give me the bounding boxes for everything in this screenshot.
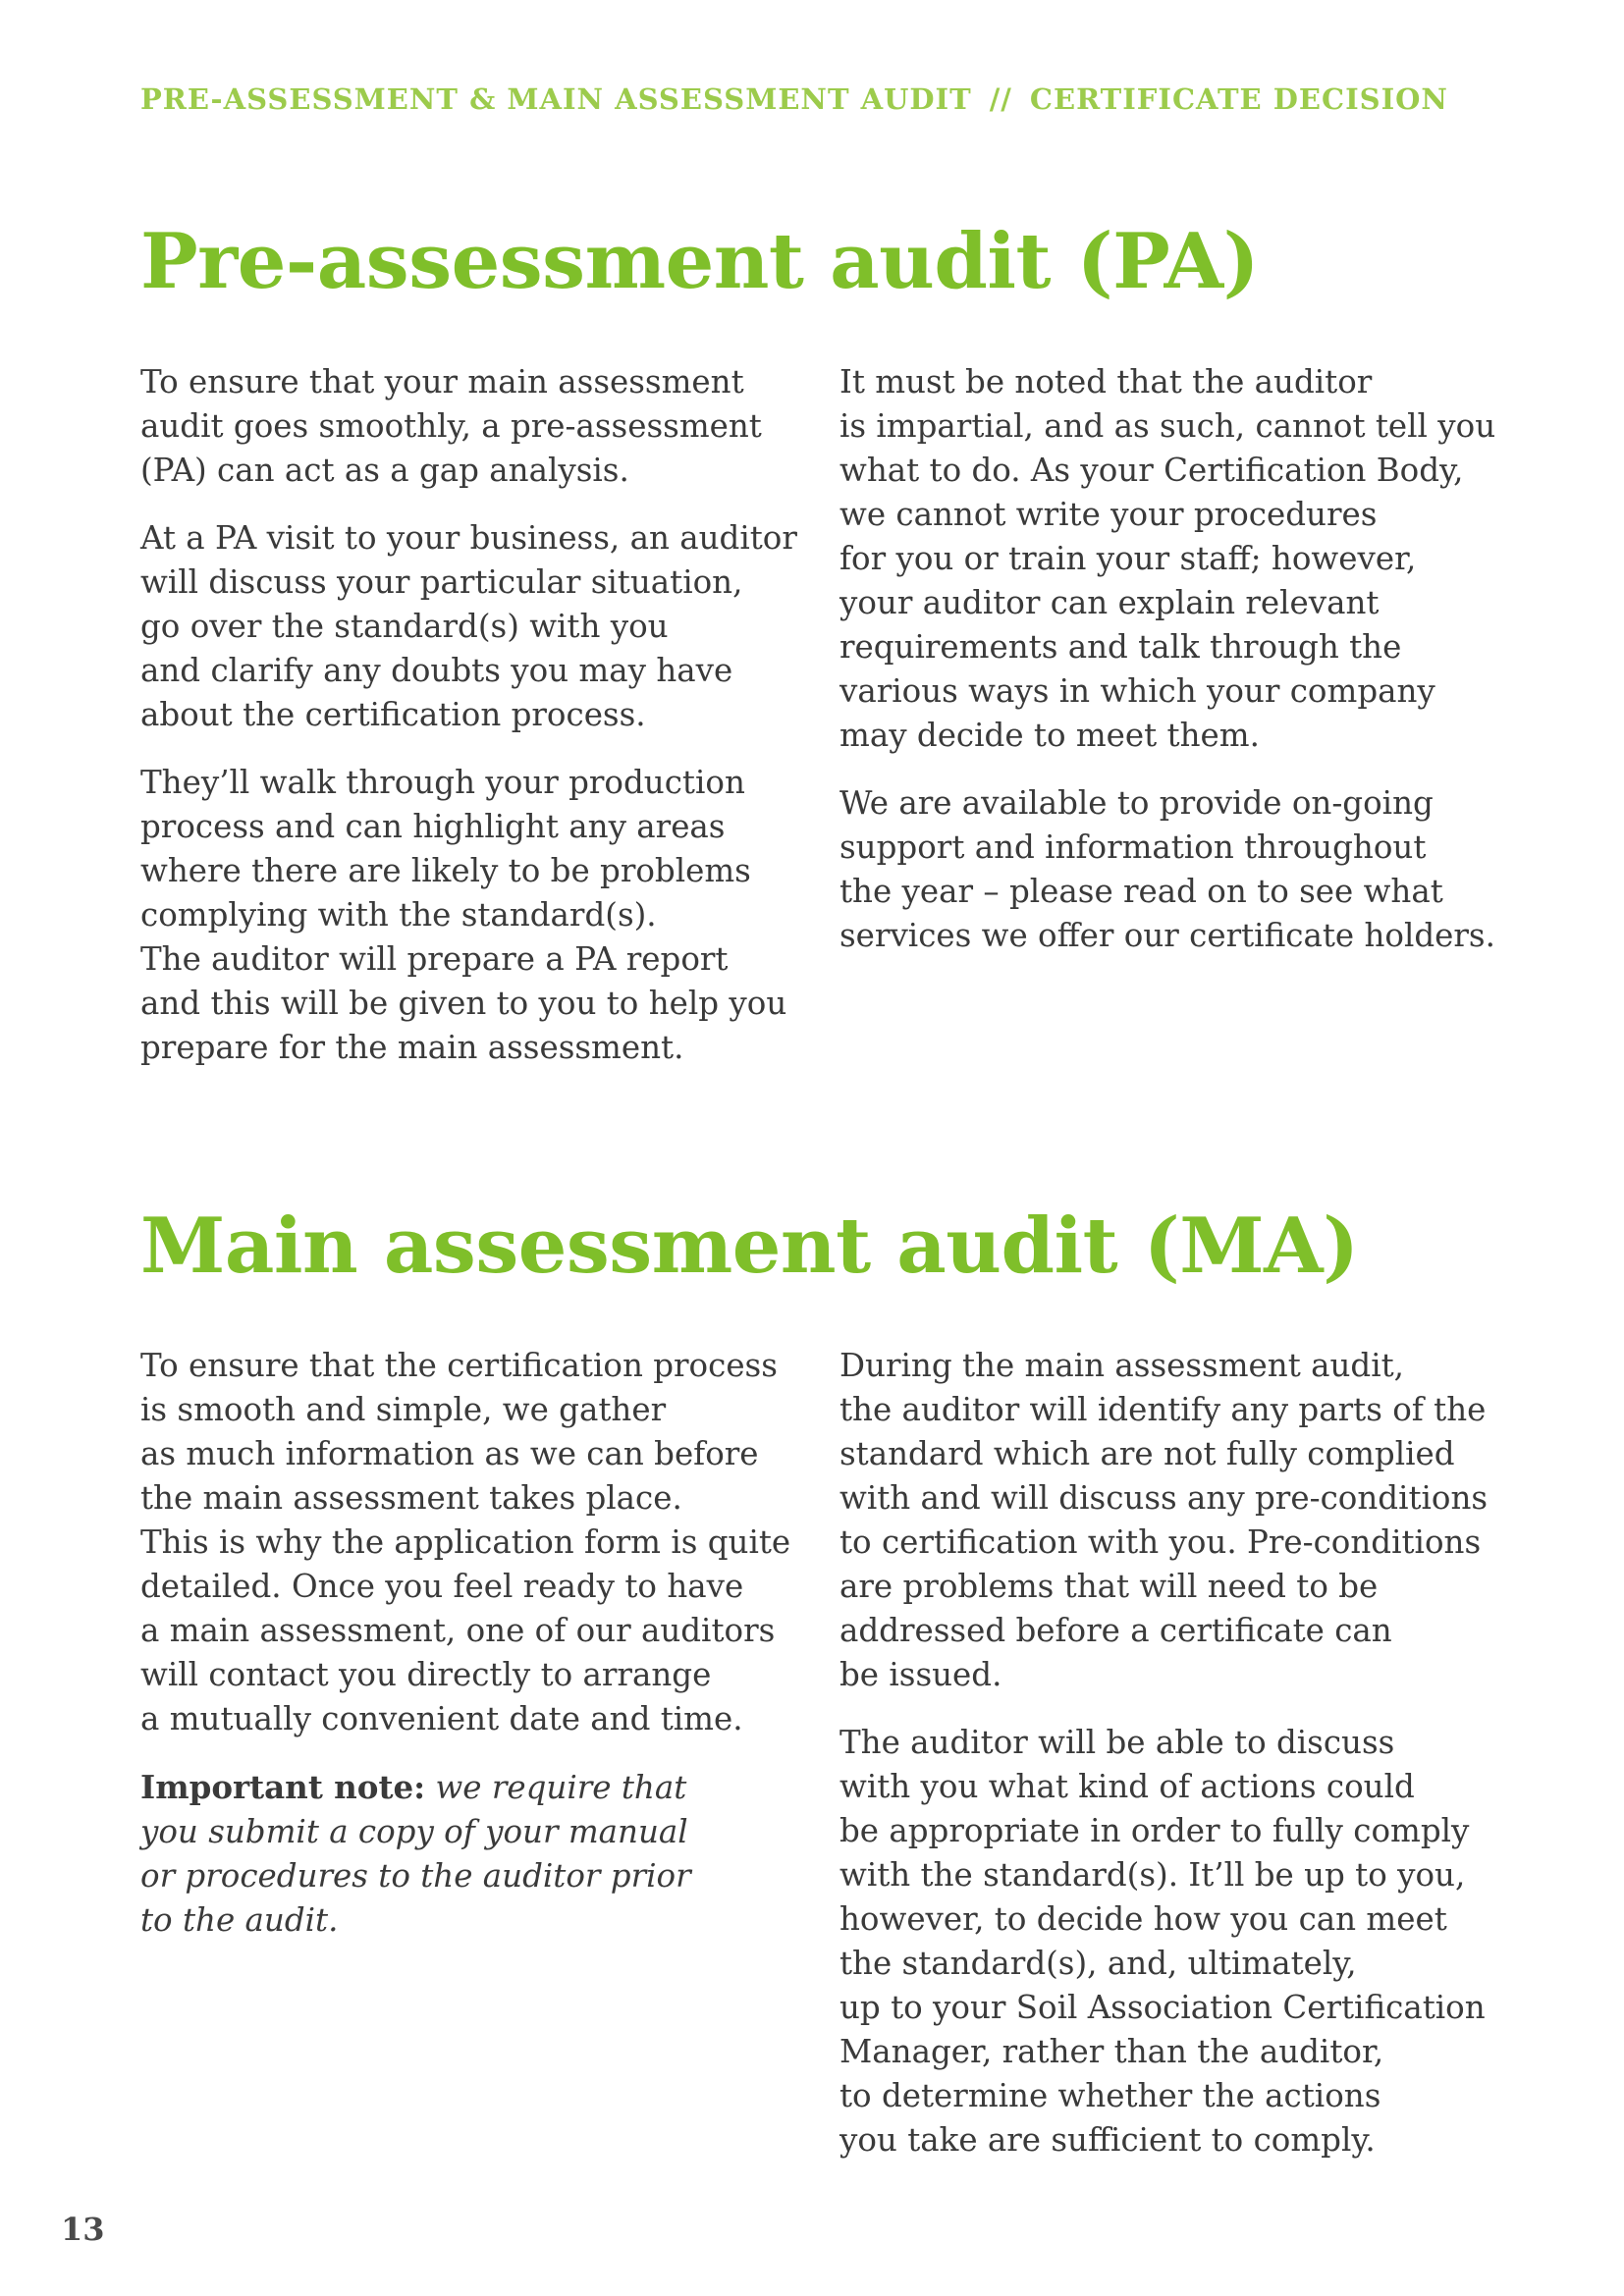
paragraph-line: is smooth and simple, we gather <box>140 1391 667 1428</box>
header-section-left: PRE-ASSESSMENT & MAIN ASSESSMENT AUDIT <box>140 82 972 116</box>
paragraph-line: a mutually convenient date and time. <box>140 1700 743 1737</box>
paragraph-line: At a PA visit to your business, an auditor <box>140 519 797 557</box>
paragraph-line: To ensure that the certification process <box>140 1347 778 1384</box>
paragraph-line: with and will discuss any pre-conditions <box>839 1479 1489 1517</box>
paragraph-line: standard which are not fully complied <box>839 1435 1455 1472</box>
important-note-label: Important note: <box>140 1768 426 1806</box>
paragraph-line: the main assessment takes place. <box>140 1479 682 1517</box>
header-separator: // <box>989 82 1012 116</box>
paragraph-line: is impartial, and as such, cannot tell you <box>839 407 1496 445</box>
paragraph-line: your auditor can explain relevant <box>839 584 1380 621</box>
paragraph-line: prepare for the main assessment. <box>140 1029 684 1066</box>
page-number: 13 <box>61 2211 105 2248</box>
paragraph <box>839 1344 1502 1697</box>
important-note-line <box>140 1765 803 1810</box>
paragraph-line: we cannot write your procedures <box>839 496 1378 533</box>
paragraph-line: the standard(s), and, ultimately, <box>839 1945 1357 1982</box>
paragraph-line: support and information throughout <box>839 828 1427 866</box>
paragraph-line: to certification with you. Pre-conditions <box>839 1523 1482 1561</box>
pre-assessment-left-column <box>140 360 803 1094</box>
paragraph-line: be appropriate in order to fully comply <box>839 1812 1470 1849</box>
paragraph-line: for you or train your staff; however, <box>839 540 1417 577</box>
paragraph-line: audit goes smoothly, a pre-assessment <box>140 407 762 445</box>
paragraph-line: with you what kind of actions could <box>839 1768 1415 1805</box>
paragraph-line: We are available to provide on-going <box>839 784 1434 822</box>
paragraph <box>140 516 803 737</box>
paragraph-line: addressed before a certificate can <box>839 1612 1392 1649</box>
paragraph-line: requirements and talk through the <box>839 628 1402 666</box>
running-header <box>140 82 1448 116</box>
important-note-line <box>140 1810 803 1854</box>
paragraph-line: The auditor will be able to discuss <box>839 1724 1395 1761</box>
paragraph-line: Manager, rather than the auditor, <box>839 2033 1384 2070</box>
paragraph-line: you take are sufficient to comply. <box>839 2121 1376 2159</box>
paragraph-line: process and can highlight any areas <box>140 808 726 845</box>
paragraph-line: a main assessment, one of our auditors <box>140 1612 776 1649</box>
paragraph-line: will discuss your particular situation, <box>140 563 743 601</box>
paragraph-line: To ensure that your main assessment <box>140 363 744 400</box>
pre-assessment-right-column <box>839 360 1502 982</box>
important-note-text: we require that <box>425 1769 687 1806</box>
paragraph-line: go over the standard(s) with you <box>140 608 669 645</box>
paragraph-line: to determine whether the actions <box>839 2077 1381 2114</box>
paragraph-line: and this will be given to you to help you <box>140 985 787 1022</box>
paragraph-line: be issued. <box>839 1656 1002 1693</box>
paragraph-line: what to do. As your Certification Body, <box>839 452 1464 489</box>
main-assessment-left-column <box>140 1344 803 1966</box>
important-note-line <box>140 1898 803 1943</box>
paragraph-line: During the main assessment audit, <box>839 1347 1404 1384</box>
paragraph-line: complying with the standard(s). <box>140 896 657 934</box>
paragraph-line: the year – please read on to see what <box>839 873 1443 910</box>
paragraph <box>839 360 1502 758</box>
paragraph <box>140 1344 803 1741</box>
paragraph <box>839 781 1502 958</box>
important-note-line <box>140 1854 803 1898</box>
paragraph-line: where there are likely to be problems <box>140 852 751 889</box>
header-section-right: CERTIFICATE DECISION <box>1029 82 1448 116</box>
pre-assessment-title: Pre-assessment audit (PA) <box>140 217 1260 306</box>
important-note-text: or procedures to the auditor prior <box>140 1857 691 1895</box>
paragraph-line: services we offer our certificate holders. <box>839 917 1495 954</box>
paragraph-line: various ways in which your company <box>839 672 1435 710</box>
paragraph-line: as much information as we can before <box>140 1435 759 1472</box>
paragraph <box>839 1721 1502 2163</box>
paragraph-line: detailed. Once you feel ready to have <box>140 1568 744 1605</box>
main-assessment-right-column <box>839 1344 1502 2186</box>
important-note-text: you submit a copy of your manual <box>140 1813 688 1850</box>
paragraph-line: with the standard(s). It’ll be up to you, <box>839 1856 1466 1894</box>
paragraph-line: will contact you directly to arrange <box>140 1656 712 1693</box>
paragraph <box>140 360 803 493</box>
paragraph-line: This is why the application form is quite <box>140 1523 791 1561</box>
paragraph-line: are problems that will need to be <box>839 1568 1379 1605</box>
paragraph-line: It must be noted that the auditor <box>839 363 1373 400</box>
paragraph-line: about the certification process. <box>140 696 646 733</box>
main-assessment-title: Main assessment audit (MA) <box>140 1201 1359 1291</box>
paragraph-line: up to your Soil Association Certification <box>839 1989 1486 2026</box>
important-note-text: to the audit. <box>140 1901 339 1939</box>
paragraph-line: however, to decide how you can meet <box>839 1900 1447 1938</box>
important-note <box>140 1765 803 1943</box>
paragraph-line: They’ll walk through your production <box>140 764 745 801</box>
paragraph-line: The auditor will prepare a PA report <box>140 940 729 978</box>
paragraph-line: the auditor will identify any parts of the <box>839 1391 1487 1428</box>
paragraph-line: may decide to meet them. <box>839 717 1260 754</box>
paragraph <box>140 761 803 1070</box>
paragraph-line: (PA) can act as a gap analysis. <box>140 452 629 489</box>
paragraph-line: and clarify any doubts you may have <box>140 652 733 689</box>
